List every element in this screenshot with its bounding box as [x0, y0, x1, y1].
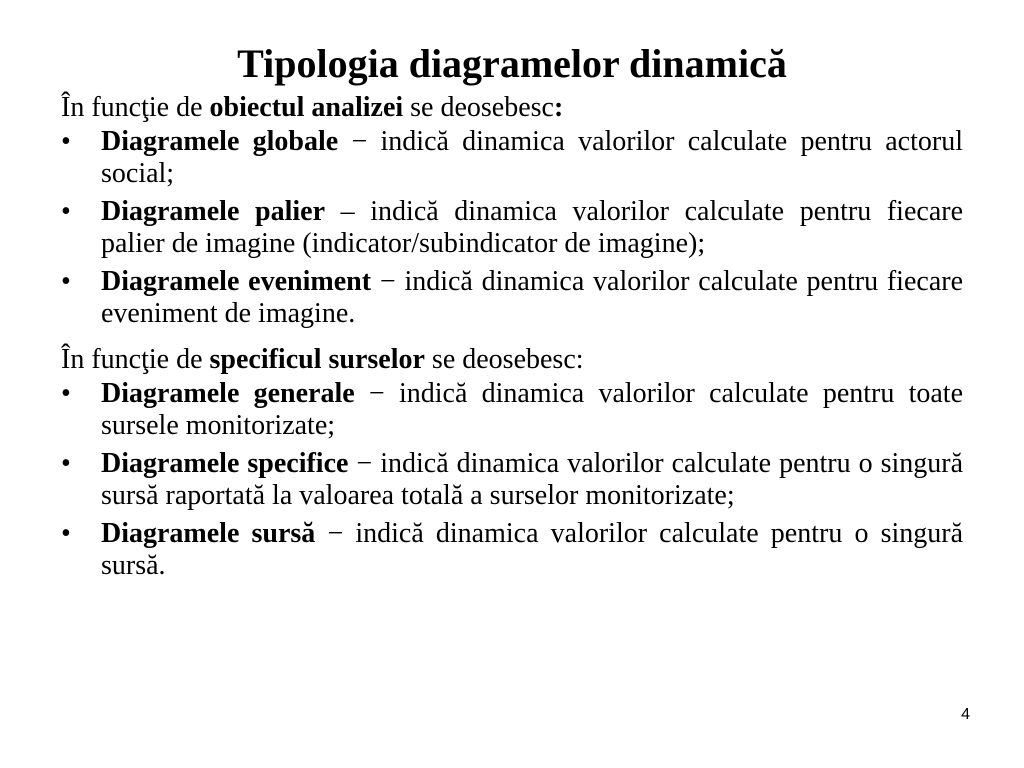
item-text: indică dinamica valorilor calculate pentru o singură sursă. [101, 518, 963, 581]
intro-suffix: se deosebesc [403, 92, 554, 123]
intro-keyword: obiectul analizei [209, 92, 404, 123]
item-separator: – [325, 196, 371, 227]
list-item-specific [61, 448, 963, 512]
bullet-list-object [61, 126, 963, 330]
bullet-icon: • [61, 518, 71, 549]
bullet-icon: • [61, 126, 71, 157]
item-separator: − [338, 126, 381, 157]
item-term: Diagramele eveniment [101, 266, 372, 297]
item-text: indică dinamica valorilor calculate pentru fiecare palier de imagine (indicator/subindicator de imagine); [101, 196, 963, 259]
intro-prefix: În funcţie de [61, 344, 210, 375]
list-item-general [61, 378, 963, 442]
intro-colon: : [553, 92, 564, 123]
item-term: Diagramele globale [101, 126, 339, 157]
bullet-list-sources [61, 378, 963, 582]
list-item-source [61, 518, 963, 582]
item-term: Diagramele generale [101, 378, 355, 409]
item-term: Diagramele sursă [101, 518, 316, 549]
list-item-event [61, 266, 963, 330]
item-text: indică dinamica valorilor calculate pentru fiecare eveniment de imagine. [101, 266, 963, 329]
item-text: indică dinamica valorilor calculate pentru o singură sursă raportată la valoarea totală a surselor monitorizate; [101, 448, 963, 511]
section-intro-sources [61, 344, 963, 376]
item-text: indică dinamica valorilor calculate pentru actorul social; [101, 126, 963, 189]
slide-title: Tipologia diagramelor dinamică [237, 41, 787, 86]
item-separator: − [348, 448, 381, 479]
item-separator: − [371, 266, 405, 297]
bullet-icon: • [61, 378, 71, 409]
intro-suffix: se deosebesc: [424, 344, 584, 375]
bullet-icon: • [61, 196, 71, 227]
intro-prefix: În funcţie de [61, 92, 210, 123]
item-term: Diagramele palier [101, 196, 325, 227]
bullet-icon: • [61, 448, 71, 479]
page-number: 4 [961, 706, 970, 723]
intro-keyword: specificul surselor [209, 344, 425, 375]
list-item-global [61, 126, 963, 190]
item-term: Diagramele specifice [101, 448, 349, 479]
item-separator: − [315, 518, 356, 549]
item-text: indică dinamica valorilor calculate pentru toate sursele monitorizate; [101, 378, 963, 441]
section-intro-object [61, 92, 963, 124]
item-separator: − [354, 378, 399, 409]
slide-content [61, 92, 963, 588]
bullet-icon: • [61, 266, 71, 297]
list-item-palier [61, 196, 963, 260]
